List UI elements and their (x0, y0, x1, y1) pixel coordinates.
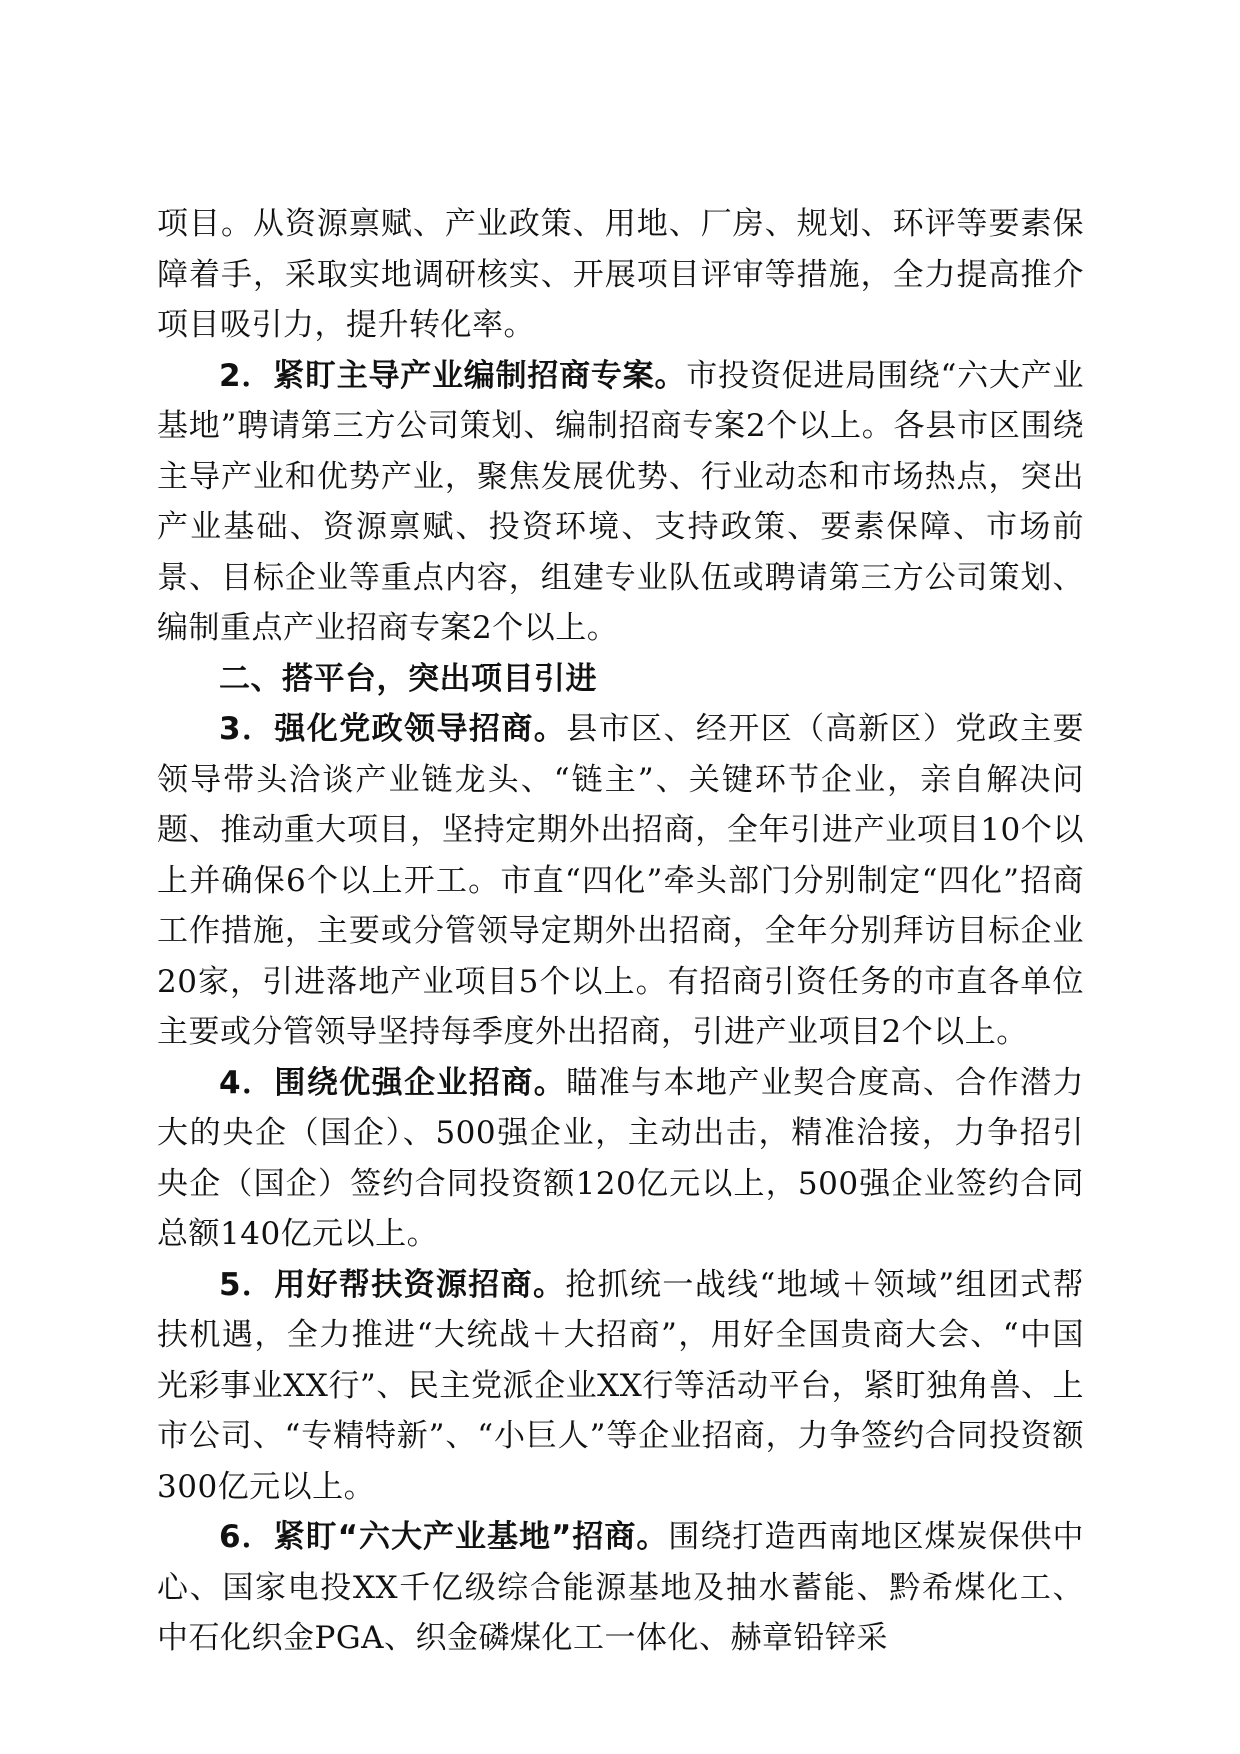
item-5-paragraph (157, 1260, 1084, 1513)
item-6-body: 围绕打造西南地区煤炭保供中心、国家电投XX千亿级综合能源基地及抽水蓄能、黔希煤化工、中石化织金PGA、织金磷煤化工一体化、赫章铅锌采 (157, 1519, 1084, 1656)
item-6-lead: 6．紧盯“六大产业基地”招商。 (219, 1519, 669, 1555)
item-2-body: 市投资促进局围绕“六大产业基地”聘请第三方公司策划、编制招商专案2个以上。各县市区围绕主导产业和优势产业，聚焦发展优势、行业动态和市场热点，突出产业基础、资源禀赋、投资环境、支持政策、要素保障、市场前景、目标企业等重点内容，组建专业队伍或聘请第三方公司策划、编制重点产业招商专案2个以上。 (157, 357, 1084, 646)
item-3-body: 县市区、经开区（高新区）党政主要领导带头洽谈产业链龙头、“链主”、关键环节企业，亲自解决问题、推动重大项目，坚持定期外出招商，全年引进产业项目10个以上并确保6个以上开工。市直“四化”牵头部门分别制定“四化”招商工作措施，主要或分管领导定期外出招商，全年分别拜访目标企业20家，引进落地产业项目5个以上。有招商引资任务的市直各单位主要或分管领导坚持每季度外出招商，引进产业项目2个以上。 (157, 711, 1085, 1050)
item-6-paragraph (157, 1512, 1084, 1664)
item-4-lead: 4．围绕优强企业招商。 (219, 1064, 567, 1101)
document-page (157, 199, 1084, 1664)
intro-paragraph: 项目。从资源禀赋、产业政策、用地、厂房、规划、环评等要素保障着手，采取实地调研核实、开展项目评审等措施，全力提高推介项目吸引力，提升转化率。 (157, 206, 1084, 343)
item-4-paragraph (157, 1058, 1084, 1260)
item-2-lead: 2．紧盯主导产业编制招商专案。 (219, 357, 687, 394)
section-heading: 二、搭平台，突出项目引进 (219, 660, 597, 697)
item-4-body: 瞄准与本地产业契合度高、合作潜力大的央企（国企）、500强企业，主动出击，精准洽接，力争招引央企（国企）签约合同投资额120亿元以上，500强企业签约合同总额140亿元以上。 (157, 1064, 1085, 1252)
item-2-paragraph (157, 351, 1084, 654)
item-5-lead: 5．用好帮扶资源招商。 (219, 1266, 566, 1303)
item-5-body: 抢抓统一战线“地域＋领域”组团式帮扶机遇，全力推进“大统战＋大招商”，用好全国贵商大会、“中国光彩事业XX行”、民主党派企业XX行等活动平台，紧盯独角兽、上市公司、“专精特新”、“小巨人”等企业招商，力争签约合同投资额300亿元以上。 (157, 1266, 1084, 1505)
item-3-paragraph (157, 704, 1084, 1058)
item-3-lead: 3．强化党政领导招商。 (219, 711, 567, 747)
